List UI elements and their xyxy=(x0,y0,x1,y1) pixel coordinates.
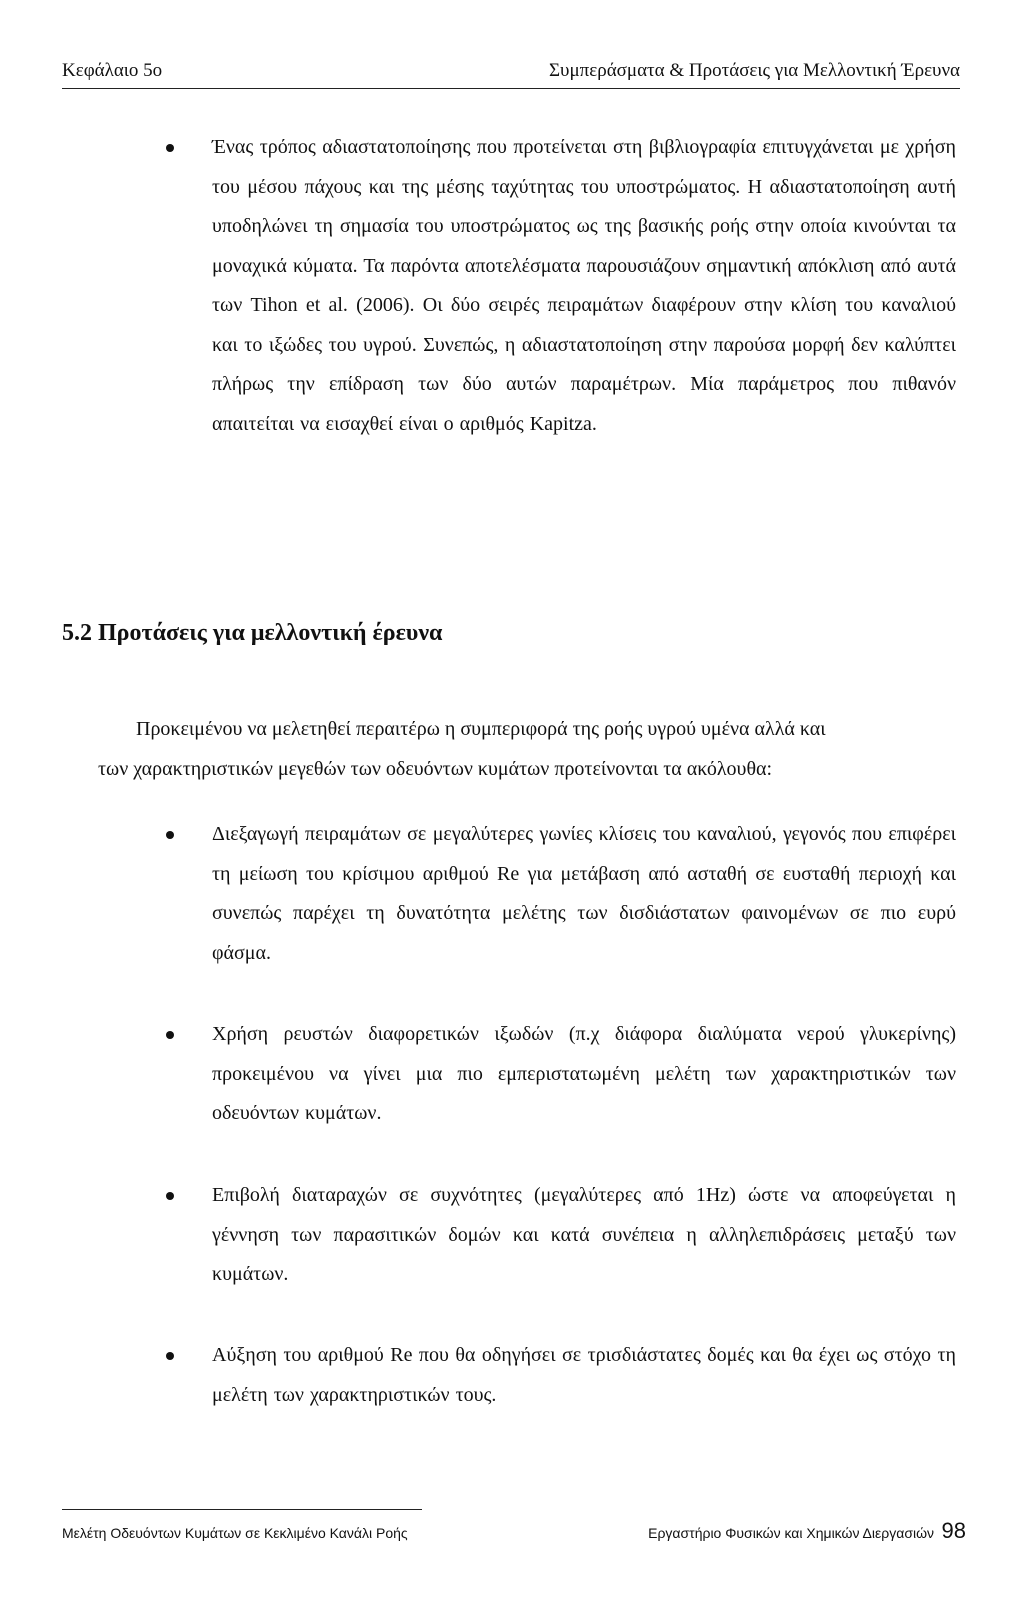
list-item xyxy=(170,1176,956,1295)
section-intro xyxy=(98,710,956,789)
bullet-icon xyxy=(166,144,174,152)
bullet-text: Χρήση ρευστών διαφορετικών ιξωδών (π.χ διάφορα διαλύματα νερού γλυκερίνης) προκειμένου να γίνει μια πιο εμπεριστατωμένη μελέτη των χαρακτηριστικών των οδευόντων κυμάτων. xyxy=(212,1023,956,1124)
list-item xyxy=(170,1336,956,1415)
page-number: 98 xyxy=(941,1518,966,1543)
section-heading: 5.2 Προτάσεις για μελλοντική έρευνα xyxy=(62,620,443,646)
bullet-icon xyxy=(166,1031,174,1039)
list-item xyxy=(170,1015,956,1134)
chapter-label: Κεφάλαιο 5ο xyxy=(62,60,163,81)
intro-line: Προκειμένου να μελετηθεί περαιτέρω η συμπεριφορά της ροής υγρού υμένα αλλά και xyxy=(136,718,826,740)
footer-rule xyxy=(62,1509,422,1510)
bullet-text: Διεξαγωγή πειραμάτων σε μεγαλύτερες γωνίες κλίσεις του καναλιού, γεγονός που επιφέρει τη μείωση του κρίσιμου αριθμού Re για μετάβαση από ασταθή σε ευσταθή περιοχή και συνεπώς παρέχει τη δυνατότητα μελέτης των δισδιάστατων φαινομένων σε πιο ευρύ φάσμα. xyxy=(212,823,956,964)
footer-lab: Εργαστήριο Φυσικών και Χημικών Διεργασιών xyxy=(648,1525,934,1541)
bullet-icon xyxy=(166,831,174,839)
bullet-text: Ένας τρόπος αδιαστατοποίησης που προτείνεται στη βιβλιογραφία επιτυγχάνεται με χρήση του μέσου πάχους και της μέσης ταχύτητας του υποστρώματος. Η αδιαστατοποίηση αυτή υποδηλώνει τη σημασία του υποστρώματος ως της βασικής ροής στην οποία κινούνται τα μοναχικά κύματα. Τα παρόντα αποτελέσματα παρουσιάζουν σημαντική απόκλιση από αυτά των Tihon et al. (2006). Οι δύο σειρές πειραμάτων διαφέρουν στην κλίση του καναλιού και το ιξώδες του υγρού. Συνεπώς, η αδιαστατοποίηση στην παρούσα μορφή δεν καλύπτει πλήρως την επίδραση των δύο αυτών παραμέτρων. Μία παράμετρος που πιθανόν απαιτείται να εισαχθεί είναι ο αριθμός Kapitza. xyxy=(212,136,956,435)
bullet-text: Επιβολή διαταραχών σε συχνότητες (μεγαλύτερες από 1Hz) ώστε να αποφεύγεται η γέννηση των παρασιτικών δομών και κατά συνέπεια η αλληλεπιδράσεις μεταξύ των κυμάτων. xyxy=(212,1184,956,1285)
intro-line: των χαρακτηριστικών μεγεθών των οδευόντων κυμάτων προτείνονται τα ακόλουθα: xyxy=(98,757,773,780)
section-label: Συμπεράσματα & Προτάσεις για Μελλοντική Έρευνα xyxy=(548,60,960,81)
bullet-icon xyxy=(166,1352,174,1360)
bullet-icon xyxy=(166,1192,174,1200)
list-item xyxy=(170,128,956,444)
list-item xyxy=(170,815,956,973)
bullet-text: Αύξηση του αριθμού Re που θα οδηγήσει σε τρισδιάστατες δομές και θα έχει ως στόχο τη μελέτη των χαρακτηριστικών τους. xyxy=(212,1344,956,1406)
running-header xyxy=(62,60,960,89)
footer-title: Μελέτη Οδευόντων Κυμάτων σε Κεκλιμένο Κανάλι Ροής xyxy=(62,1525,408,1541)
